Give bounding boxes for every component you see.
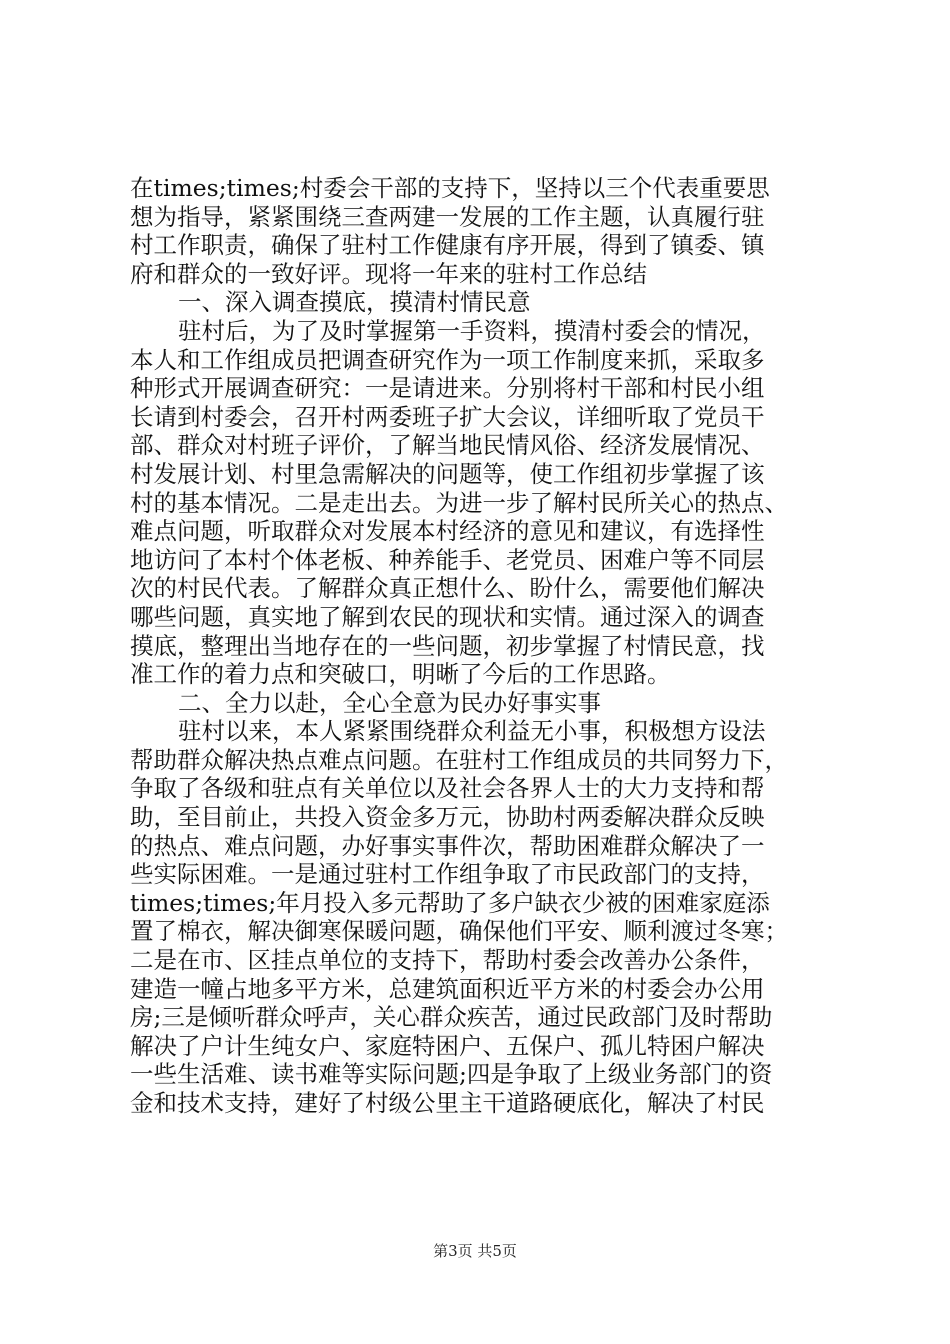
page-footer: 第3页 共5页: [433, 1242, 517, 1260]
text-line: 争取了各级和驻点有关单位以及社会各界人士的大力支持和帮: [130, 774, 765, 803]
text-line: 金和技术支持，建好了村级公里主干道路硬底化，解决了村民: [130, 1089, 765, 1117]
text-line: 长请到村委会，召开村两委班子扩大会议，详细听取了党员干: [130, 402, 765, 431]
text-line: 驻村以来，本人紧紧围绕群众利益无小事，积极想方设法: [178, 717, 766, 746]
text-line: 驻村后，为了及时掌握第一手资料，摸清村委会的情况，: [178, 316, 766, 345]
text-line: 府和群众的一致好评。现将一年来的驻村工作总结: [130, 259, 647, 288]
document-body: [130, 174, 826, 1118]
text-line: 在times;times;村委会干部的支持下，坚持以三个代表重要思: [130, 174, 770, 202]
text-line: 哪些问题，真实地了解到农民的现状和实情。通过深入的调查: [130, 602, 765, 631]
text-line: 部、群众对村班子评价，了解当地民情风俗、经济发展情况、: [130, 431, 765, 460]
text-line: 次的村民代表。了解群众真正想什么、盼什么，需要他们解决: [130, 574, 765, 603]
text-line: 建造一幢占地多平方米，总建筑面积近平方米的村委会办公用: [130, 974, 765, 1003]
text-line: 想为指导，紧紧围绕三查两建一发展的工作主题，认真履行驻: [130, 202, 765, 231]
text-line: 二、全力以赴，全心全意为民办好事实事: [178, 688, 601, 717]
text-line: 种形式开展调查研究：一是请进来。分别将村干部和村民小组: [130, 374, 765, 403]
text-line: 些实际困难。一是通过驻村工作组争取了市民政部门的支持，: [130, 860, 765, 889]
text-line: 的热点、难点问题，办好事实事件次，帮助困难群众解决了一: [130, 831, 765, 860]
text-line: 置了棉衣，解决御寒保暖问题，确保他们平安、顺利渡过冬寒；: [130, 917, 788, 946]
text-line: 助，至目前止，共投入资金多万元，协助村两委解决群众反映: [130, 803, 765, 832]
text-line: 帮助群众解决热点难点问题。在驻村工作组成员的共同努力下，: [130, 745, 788, 774]
text-line: 房;三是倾听群众呼声，关心群众疾苦，通过民政部门及时帮助: [130, 1003, 773, 1032]
text-line: 本人和工作组成员把调查研究作为一项工作制度来抓，采取多: [130, 345, 765, 374]
text-line: 地访问了本村个体老板、种养能手、老党员、困难户等不同层: [130, 545, 765, 574]
text-line: 准工作的着力点和突破口，明晰了今后的工作思路。: [130, 660, 671, 689]
text-line: 二是在市、区挂点单位的支持下，帮助村委会改善办公条件，: [130, 946, 765, 975]
text-line: 解决了户计生纯女户、家庭特困户、五保户、孤儿特困户解决: [130, 1031, 765, 1060]
text-line: 一些生活难、读书难等实际问题;四是争取了上级业务部门的资: [130, 1060, 773, 1089]
text-line: 一、深入调查摸底，摸清村情民意: [178, 288, 531, 317]
text-line: 村的基本情况。二是走出去。为进一步了解村民所关心的热点、: [130, 488, 788, 517]
text-line: 村工作职责，确保了驻村工作健康有序开展，得到了镇委、镇: [130, 231, 765, 260]
text-line: times;times;年月投入多元帮助了多户缺衣少被的困难家庭添: [130, 888, 770, 917]
text-line: 难点问题，听取群众对发展本村经济的意见和建议，有选择性: [130, 517, 765, 546]
text-line: 村发展计划、村里急需解决的问题等，使工作组初步掌握了该: [130, 459, 765, 488]
text-line: 摸底，整理出当地存在的一些问题，初步掌握了村情民意，找: [130, 631, 765, 660]
